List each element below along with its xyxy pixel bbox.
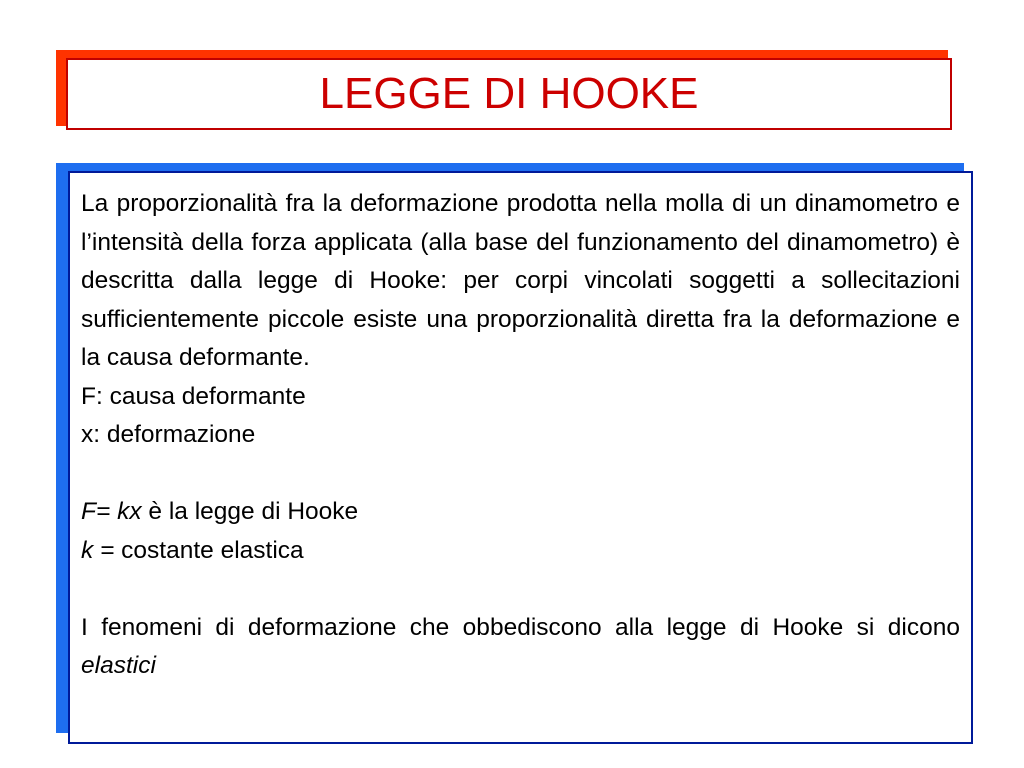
body-box <box>68 171 973 744</box>
slide-title: LEGGE DI HOOKE <box>319 69 699 118</box>
conclusion-paragraph <box>81 609 960 686</box>
constant-symbol: k = <box>81 536 115 564</box>
spacer <box>81 455 960 494</box>
conclusion-emphasis: elastici <box>81 652 156 679</box>
definitions-list <box>81 378 960 455</box>
spacer <box>81 570 960 609</box>
conclusion-text: I fenomeni di deformazione che obbediscono alla legge di Hooke si dicono <box>81 613 960 641</box>
definition-deformation: x: deformazione <box>81 421 256 448</box>
intro-paragraph: La proporzionalità fra la deformazione prodotta nella molla di un dinamometro e l’intensità della forza applicata (alla base del funzionamento del dinamometro) è descritta dalla legge di Hooke: per corpi vincolati soggetti a sollecitazioni sufficientemente piccole esiste una proporzionalità diretta fra la deformazione e la causa deformante. <box>81 190 960 371</box>
constant-line <box>81 532 960 571</box>
formula-expression: F= kx <box>81 498 142 525</box>
definition-force: F: causa deformante <box>81 382 306 410</box>
constant-description: costante elastica <box>114 536 304 564</box>
title-box <box>66 58 952 130</box>
formula-line <box>81 493 960 532</box>
formula-description: è la legge di Hooke <box>141 498 359 525</box>
